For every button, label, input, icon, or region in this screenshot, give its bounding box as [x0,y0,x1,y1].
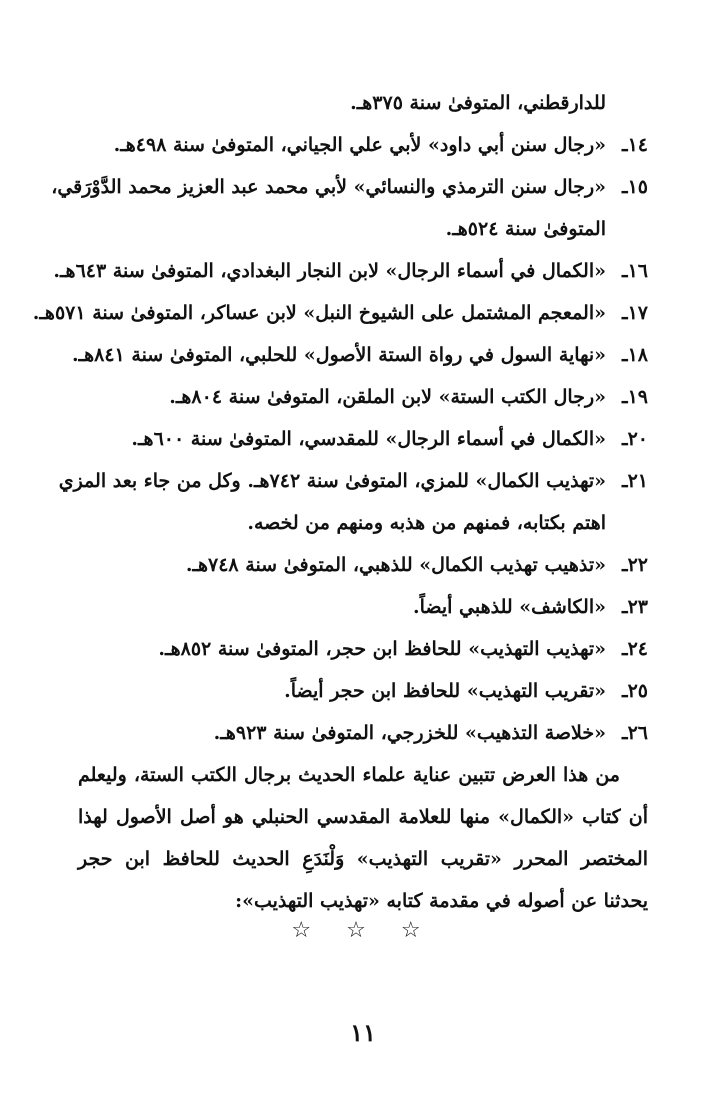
list-item [78,418,648,460]
list-item [78,376,648,418]
list-item-number: ١٨ـ [622,344,648,366]
list-item-number: ٢٣ـ [622,596,648,618]
list-item-text: «تذهيب تهذيب الكمال» للذهبي، المتوفىٰ سنة ٧٤٨هـ. [185,554,606,576]
list-item-text: اهتم بكتابه، فمنهم من هذبه ومنهم من لخصه. [247,512,606,534]
list-item-text: «رجال الكتب الستة» لابن الملقن، المتوفىٰ سنة ٨٠٤هـ. [169,386,606,408]
list-item-number: ٢٥ـ [622,680,648,702]
closing-paragraph [78,754,648,922]
list-item [78,124,648,166]
list-item-text: «تهذيب التهذيب» للحافظ ابن حجر، المتوفىٰ سنة ٨٥٢هـ. [158,638,606,660]
list-item [51,166,648,208]
list-item-number: ١٧ـ [622,302,648,324]
list-item [53,250,648,292]
list-item-number: ٢١ـ [622,470,648,492]
list-item-text: «الكاشف» للذهبي أيضاً. [412,596,606,618]
list-item-number: ٢٢ـ [622,554,648,576]
list-item-text: «رجال سنن الترمذي والنسائي» لأبي محمد عبد العزيز محمد الدَّوْرَقي، [51,176,606,198]
list-item-number: ١٩ـ [622,386,648,408]
list-item-number: ٢٦ـ [622,722,648,744]
list-item [58,460,648,502]
list-item-number: ١٤ـ [622,134,648,156]
list-item [78,586,648,628]
star-separator-icon: ☆ ☆ ☆ [291,918,435,943]
body-text [32,82,648,922]
list-item-text: «الكمال في أسماء الرجال» لابن النجار البغدادي، المتوفىٰ سنة ٦٤٣هـ. [53,260,606,282]
list-item [78,628,648,670]
page-number: ١١ [350,1018,376,1047]
list-item-continuation [78,82,648,124]
list-item-text: «الكمال في أسماء الرجال» للمقدسي، المتوفىٰ سنة ٦٠٠هـ. [131,428,606,450]
list-item-text: «رجال سنن أبي داود» لأبي علي الجياني، المتوفىٰ سنة ٤٩٨هـ. [113,134,606,156]
paragraph-text: من هذا العرض تتبين عناية علماء الحديث برجال الكتب الستة، وليعلم أن كتاب «الكمال» منها للعلامة المقدسي الحنبلي هو أصل الأصول لهذا المختصر المحرر «تقريب التهذيب» وَلْنَدَعِ الحديث للحافظ ابن حجر يحدثنا عن أصوله في مقدمة كتابه «تهذيب التهذيب»: [78,764,648,912]
list-item-text: «تهذيب الكمال» للمزي، المتوفىٰ سنة ٧٤٢هـ. وكل من جاء بعد المزي [58,470,606,492]
list-item [32,292,648,334]
list-item-number: ١٥ـ [622,176,648,198]
list-item [78,544,648,586]
list-item-text: «خلاصة التذهيب» للخزرجي، المتوفىٰ سنة ٩٢٣هـ. [213,722,606,744]
list-item-text: «نهاية السول في رواة الستة الأصول» للحلبي، المتوفىٰ سنة ٨٤١هـ. [71,344,606,366]
list-item-text: «المعجم المشتمل على الشيوخ النبل» لابن عساكر، المتوفىٰ سنة ٥٧١هـ. [32,302,606,324]
list-item-number: ٢٠ـ [622,428,648,450]
list-item-number: ٢٤ـ [622,638,648,660]
list-item-text: المتوفىٰ سنة ٥٢٤هـ. [445,218,606,240]
list-item-continuation [78,502,648,544]
list-item-continuation [78,208,648,250]
list-item [71,334,648,376]
list-item-number: ١٦ـ [622,260,648,282]
list-item [78,712,648,754]
list-item [78,670,648,712]
list-item-text: للدارقطني، المتوفىٰ سنة ٣٧٥هـ. [350,92,606,114]
list-item-text: «تقريب التهذيب» للحافظ ابن حجر أيضاً. [284,680,606,702]
